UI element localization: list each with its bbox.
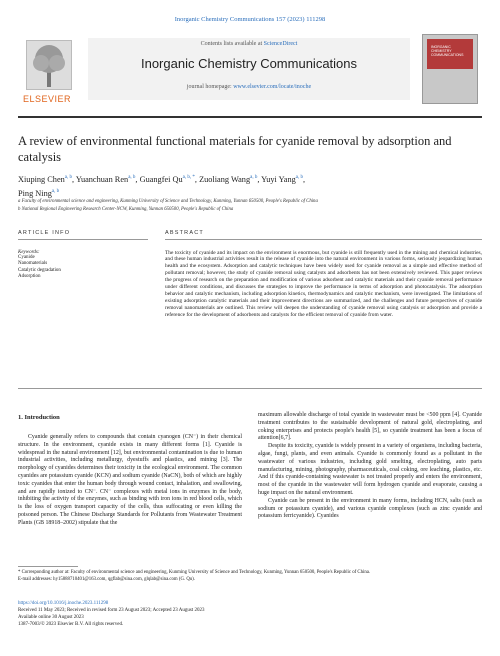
- homepage-line: [88, 84, 410, 90]
- keywords-heading: Keywords:: [18, 249, 40, 255]
- email-note[interactable]: E-mail addresses: hy15888710401@163.com, qgflab@sina.com, glqlab@sina.com (G. Qu).: [18, 576, 195, 582]
- author[interactable]: [261, 175, 303, 184]
- keyword: Catalytic degradation: [18, 267, 61, 273]
- article-footer: [18, 600, 482, 628]
- abstract: [165, 230, 482, 319]
- journal-cover[interactable]: [422, 34, 478, 104]
- paragraph: Despite its toxicity, cyanide is widely present in a variety of organisms, including bacteria, algae, fungi, plants, and even animals. Cyanide is commonly found as a pollutant in the wastewater of various industries, including gold smelting, electroplating, auto parts manufacturing, mining, photography, pharmaceuticals, coal coking, ore leaching, plastics, etc. And if this cyanide-containing wastewater is not treated properly and enters the environment, most of the cyanide in the wastewater will form hydrogen cyanide and evaporate, causing a huge impact on the natural environment.: [258, 443, 482, 496]
- author-name: Guangfei Qu: [139, 174, 183, 184]
- copyright: 1387-7003/© 2023 Elsevier B.V. All rights reserved.: [18, 622, 124, 627]
- section-heading: 1. Introduction: [18, 414, 60, 421]
- footnote: [18, 570, 482, 583]
- body-column-right: [258, 412, 482, 521]
- sciencedirect-link[interactable]: ScienceDirect: [263, 41, 298, 47]
- keyword: Nanomaterials: [18, 261, 48, 266]
- author-sup[interactable]: a, b, *: [182, 175, 195, 180]
- paragraph: Cyanide can be present in the environment in many forms, including HCN, salts (such as sodium or potassium cyanide), and various cyanide complexes (such as zinc cyanide and potassium ferricyanide). Cyanides: [258, 497, 482, 520]
- author[interactable]: [140, 175, 195, 184]
- author-sup[interactable]: a, b: [250, 175, 258, 180]
- article-info-label: ARTICLE INFO: [18, 230, 71, 236]
- contents-prefix: Contents lists available at: [200, 41, 264, 47]
- author-sup[interactable]: a, b: [295, 175, 303, 180]
- masthead: [18, 38, 482, 110]
- abstract-text: The toxicity of cyanide and its impact on the environment is enormous, but cyanide is still frequently used in the mining and chemical industries, and these human industrial activities result in the release of cyanide into the natural environment in various forms, seriously jeopardizing human health and the ecosystem. Adsorption and catalytic techniques have been widely used for cyanide removal as a simple and effective method of pollutant removal; however, the study of cyanide removal using catalysts and adsorbents has not been extensively reviewed. This paper reviews the progress of research on the preparation and modification of various adsorbent and catalytic materials and their cyanide removal performance under different conditions, and discusses the strategies to improve the performance in terms of adsorption and photocatalysis. The adsorption behavior and catalytic mechanism, including adsorption kinetics, thermodynamics and catalytic mechanism, were investigated. The limitations of existing adsorption catalytic materials and their improvement directions are summarized, and the challenges and future perspectives of cyanide removal nanomaterials are outlined. This review will deepen the understanding of cyanide removal using catalysis or adsorption and provide a reference for the development of adsorbents and catalysts for the efficient removal of cyanide from water.: [165, 249, 482, 318]
- section-rule: [165, 239, 482, 240]
- header-rule: [18, 116, 482, 118]
- author-name: Yuanchuan Ren: [75, 174, 129, 184]
- author-name: Xiuping Chen: [18, 174, 65, 184]
- author-sup[interactable]: a, b: [64, 175, 73, 180]
- body-column-left: [18, 434, 242, 528]
- author-name: Yuyi Yang: [261, 174, 296, 184]
- author-list: Xiuping Chen$^{a, b}$, Yuanchuan Ren$^{a, b}$, Guangfei $Qu^{a, b, *}$, Zuoliang Wang$^{a, b}$, Yuyi Yang$^{a, b}$, Ping Ning$^{a, b}$: [18, 174, 306, 198]
- author[interactable]: [76, 175, 136, 184]
- cover-title: INORGANIC CHEMISTRY COMMUNICATIONS: [431, 45, 464, 57]
- contents-line: [88, 41, 410, 47]
- cover-band: [427, 39, 473, 69]
- affiliations: [18, 198, 482, 214]
- author-sup[interactable]: a, b: [51, 188, 60, 194]
- affiliation: b National Regional Engineering Research Center-NCW, Kunming, Yunnan 650500, People's Republic of China: [18, 207, 234, 212]
- publisher-name: ELSEVIER: [22, 94, 72, 104]
- author[interactable]: [199, 175, 257, 184]
- homepage-link[interactable]: www.elsevier.com/locate/inoche: [233, 84, 312, 90]
- paragraph: maximum allowable discharge of total cyanide in wastewater must be <500 ppm [4]. Cyanide treatment contributes to the sustainable development of natural gold, electroplating, and coking enterprises and protects people's health [5], so cyanide treatment has been a focus of attention[6,7].: [258, 412, 482, 442]
- corresponding-note: * Corresponding author at: Faculty of environmental science and engineering, Kunming University of Science and Technology, Kunming, Yunnan 650500, People's Republic of China.: [18, 570, 371, 575]
- author[interactable]: [18, 175, 72, 184]
- author-name: Ping Ning: [18, 188, 52, 198]
- author[interactable]: [18, 189, 59, 198]
- section-rule: [18, 239, 148, 240]
- paragraph: Cyanide generally refers to compounds that contain cyanogen (CN⁻) in their chemical structure. In the environment, cyanide exists in many different forms [1]. Cyanide is widespread in the natural environment [12], but environmental contamination is due to human industrial activities, including metallurgy, dyestuffs and plastics, and mining [3]. The morphology of cyanides determines their toxicity in the ecological environment. The common cyanides are potassium cyanide (KCN) and sodium cyanide (NaCN), both of which are highly toxic cyanides that enter the human body through wound contact, inhalation, and swallowing, and are rapidly ionized to CN⁻. CN⁻ complexes with metal ions in enzymes in the body, inhibiting the activity of the enzymes, such as binding with iron ions in red blood cells, which is the loss of oxygen transport capacity of the cells, thus suffocating or even killing the poisoned person. The Chinese Discharge Standards for Pollutants from Wastewater Treatment Plants (GB 18918–2002) stipulate that the: [18, 434, 242, 526]
- keyword: Cyanide: [18, 254, 35, 260]
- abstract-bottom-rule: [18, 388, 482, 389]
- footnote-rule: [18, 566, 78, 567]
- article-info: [18, 230, 148, 281]
- author-sup[interactable]: a, b: [128, 175, 136, 180]
- author-name: Zuoliang Wang: [199, 174, 251, 184]
- online-date: Available online 30 August 2023: [18, 615, 84, 620]
- received-dates: Received 11 May 2023; Received in revised form 23 August 2023; Accepted 23 August 2023: [18, 608, 205, 613]
- keyword: Adsorption: [18, 274, 41, 279]
- doi-link[interactable]: https://doi.org/10.1016/j.inoche.2023.111298: [18, 601, 109, 606]
- article-title: A review of environmental functional materials for cyanide removal by adsorption and catalysis: [18, 134, 452, 164]
- elsevier-logo[interactable]: [18, 38, 76, 110]
- journal-reference[interactable]: Inorganic Chemistry Communications 157 (2023) 111298: [174, 16, 326, 23]
- abstract-label: ABSTRACT: [165, 230, 204, 236]
- affiliation: a Faculty of environmental science and engineering, Kunming University of Science and Technology, Kunming, Yunnan 650500, People's Republic of China: [18, 199, 318, 204]
- journal-title[interactable]: Inorganic Chemistry Communications: [140, 56, 358, 71]
- homepage-prefix: journal homepage:: [186, 84, 234, 90]
- journal-banner: [88, 38, 410, 100]
- tree-icon: [26, 40, 72, 90]
